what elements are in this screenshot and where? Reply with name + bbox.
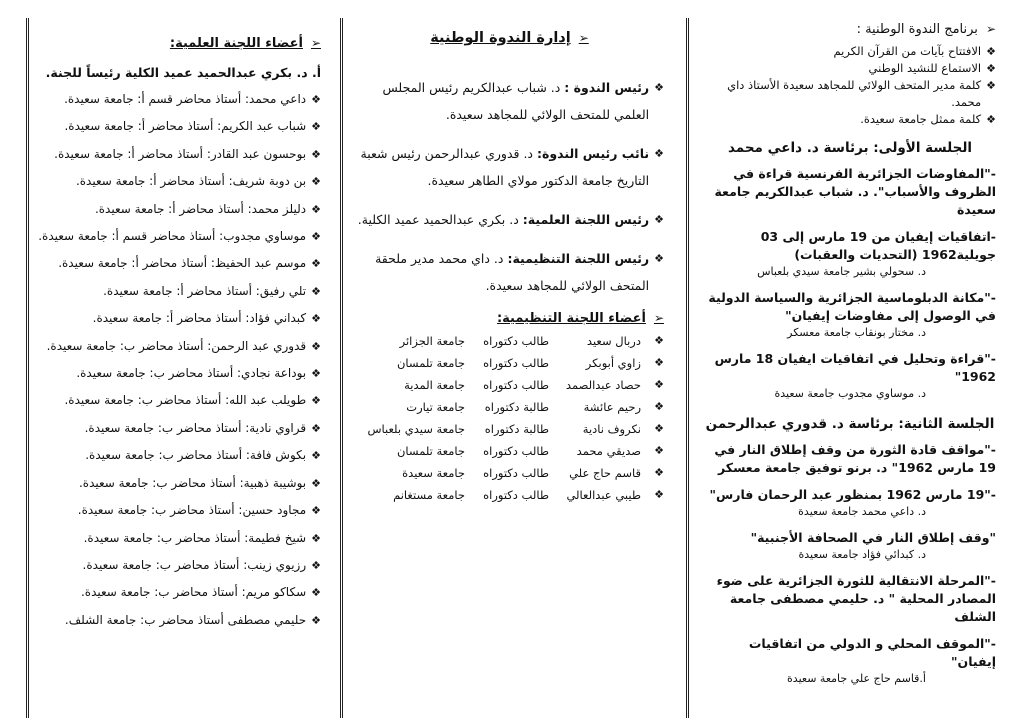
sci-member-text: تلي رفيق: أستاذ محاضر أ: جامعة سعيدة.: [103, 283, 307, 298]
talk-item: [704, 350, 996, 402]
talk-title: -اتفاقيات إيفيان من 19 مارس إلى 03 جويلية1962 (التحديات والعقبات): [760, 229, 996, 262]
role-text: د. بكري عبدالحميد عميد الكلية.: [357, 212, 519, 227]
sci-member-text: بوحسون عبد القادر: أستاذ محاضر أ: جامعة سعيدة.: [54, 146, 307, 161]
org-members-list: [355, 330, 664, 506]
role-item: [355, 140, 664, 194]
sci-member: [26, 196, 321, 223]
sci-member-text: بوشيبة ذهبية: أستاذ محاضر ب: جامعة سعيدة.: [78, 475, 307, 490]
diamond-bullet-icon: ❖: [654, 378, 664, 391]
org-member-place: جامعة مستغانم: [393, 488, 465, 502]
diamond-bullet-icon: ❖: [654, 400, 664, 413]
org-member-role: طالب دكتوراه: [483, 488, 549, 502]
org-member: [355, 484, 664, 506]
science-column: [0, 0, 341, 725]
sci-member-text: داعي محمد: أستاذ محاضر قسم أ: جامعة سعيدة.: [64, 92, 307, 106]
sci-heading: ➢أعضاء اللجنة العلمية:: [169, 36, 321, 51]
program-item-text: الاستماع للنشيد الوطني: [868, 61, 982, 75]
sci-member-text: بكوش فافة: أستاذ محاضر ب: جامعة سعيدة.: [85, 448, 307, 463]
org-member-name: رحيم عائشة: [583, 400, 641, 414]
diamond-bullet-icon: ❖: [311, 449, 321, 463]
sci-member-text: حليمي مصطفى أستاذ محاضر ب: جامعة الشلف.: [64, 612, 307, 627]
sci-member-text: دليلز محمد: أستاذ محاضر أ: جامعة سعيدة.: [94, 201, 307, 216]
talk-item: [704, 441, 996, 477]
diamond-bullet-icon: ❖: [654, 422, 664, 435]
program-list: [704, 43, 996, 128]
sci-member-text: طويلب عبد الله: أستاذ محاضر ب: جامعة سعيدة.: [64, 393, 307, 408]
diamond-bullet-icon: ❖: [311, 613, 321, 627]
role-text: د. شباب عبدالكريم رئيس المجلس العلمي للمتحف الولائي للمجاهد سعيدة.: [382, 80, 650, 122]
org-member-role: طالب دكتوراه: [483, 466, 549, 480]
talk-speaker: د. كبدائي فؤاد جامعة سعيدة: [798, 548, 926, 561]
role-content: [355, 140, 649, 194]
talk-list: [704, 165, 996, 402]
org-member-place: جامعة تيارت: [406, 400, 465, 414]
org-member-place: جامعة تلمسان: [396, 444, 465, 458]
diamond-bullet-icon: ❖: [654, 334, 664, 347]
sci-member-text: كبداني فؤاد: أستاذ محاضر أ: جامعة سعيدة.: [92, 311, 307, 326]
sci-member: [26, 168, 321, 195]
diamond-bullet-icon: ❖: [311, 230, 321, 244]
sci-member: [26, 579, 321, 606]
diamond-bullet-icon: ❖: [654, 444, 664, 457]
arrow-bullet-icon: ➢: [653, 311, 664, 325]
diamond-bullet-icon: ❖: [654, 252, 664, 265]
roles-list: [355, 74, 664, 299]
diamond-bullet-icon: ❖: [654, 147, 664, 160]
org-member-role: طالب دكتوراه: [483, 334, 549, 348]
sci-member: [26, 497, 321, 524]
org-member-name: حصاد عبدالصمد: [565, 378, 641, 392]
org-member: [355, 396, 664, 418]
diamond-bullet-icon: ❖: [311, 257, 321, 271]
org-member: [355, 352, 664, 374]
sci-member: [26, 305, 321, 332]
talk-speaker: د. سحولي بشير جامعة سيدي بلعباس: [757, 265, 926, 278]
sci-member-text: موساوي مجدوب: أستاذ محاضر قسم أ: جامعة سعيدة.: [38, 229, 307, 244]
diamond-bullet-icon: ❖: [311, 421, 321, 435]
role-text: د. قدوري عبدالرحمن رئيس شعبة التاريخ جامعة الدكتور مولاي الطاهر سعيدة.: [360, 146, 650, 188]
sci-member: [26, 141, 321, 168]
sci-chair: أ. د. بكري عبدالحميد عميد الكلية رئيساً للجنة.: [45, 65, 321, 80]
program-column: [686, 0, 1024, 725]
admin-heading: ➢إدارة الندوة الوطنية: [430, 30, 589, 46]
role-content: [355, 245, 649, 299]
org-member-role: طالب دكتوراه: [483, 356, 549, 370]
diamond-bullet-icon: ❖: [311, 367, 321, 381]
role-label: رئيس الندوة :: [564, 80, 650, 95]
diamond-bullet-icon: ❖: [311, 504, 321, 518]
talk-speaker: د. موساوي مجدوب جامعة سعيدة: [774, 387, 926, 400]
diamond-bullet-icon: ❖: [986, 113, 996, 126]
talk-item: [704, 635, 996, 687]
program-item-text: كلمة ممثل جامعة سعيدة.: [860, 112, 982, 126]
sci-member-text: موسم عبد الحفيظ: أستاذ محاضر أ: جامعة سعيدة.: [58, 256, 307, 271]
diamond-bullet-icon: ❖: [311, 147, 321, 161]
talk-title: -"قراءة وتحليل في اتفاقيات ايفيان 18 مارس 1962": [714, 351, 996, 384]
sci-member-text: شباب عبد الكريم: أستاذ محاضر أ: جامعة سعيدة.: [64, 119, 307, 134]
talk-speaker: د. مختار بونقاب جامعة معسكر: [787, 326, 926, 339]
org-member-place: جامعة تلمسان: [396, 356, 465, 370]
org-member-role: طالبة دكتوراه: [484, 422, 549, 436]
diamond-bullet-icon: ❖: [654, 356, 664, 369]
diamond-bullet-icon: ❖: [311, 120, 321, 134]
org-member-place: جامعة سعيدة: [402, 466, 465, 480]
sci-members-list: [26, 86, 321, 634]
org-member-place: جامعة سيدي بلعباس: [367, 422, 465, 436]
program-heading: ➢برنامج الندوة الوطنية :: [856, 22, 996, 37]
sci-member-text: رزيوي زينب: أستاذ محاضر ب: جامعة سعيدة.: [82, 557, 307, 572]
diamond-bullet-icon: ❖: [311, 312, 321, 326]
sci-member-text: مجاود حسين: أستاذ محاضر ب: جامعة سعيدة.: [77, 503, 307, 518]
sci-member-text: قراوي نادية: أستاذ محاضر ب: جامعة سعيدة.: [84, 420, 307, 435]
session-title: الجلسة الثانية: برئاسة د. قدوري عبدالرحمن: [705, 416, 995, 432]
program-item-text: كلمة مدير المتحف الولائي للمجاهد سعيدة الأستاذ داي محمد.: [727, 78, 982, 109]
sci-member: [26, 278, 321, 305]
sci-member: [26, 525, 321, 552]
sci-member: [26, 387, 321, 414]
diamond-bullet-icon: ❖: [311, 531, 321, 545]
org-member-name: دربال سعيد: [586, 334, 641, 348]
sci-member: [26, 552, 321, 579]
arrow-bullet-icon: ➢: [310, 36, 321, 50]
diamond-bullet-icon: ❖: [311, 339, 321, 353]
diamond-bullet-icon: ❖: [311, 284, 321, 298]
org-member: [355, 440, 664, 462]
program-item: [704, 60, 996, 77]
talk-title: -"المرحلة الانتقالية للثورة الجزائرية على ضوء المصادر المحلية " د. حليمي مصطفى جامعة الشلف: [716, 573, 996, 624]
talk-title: -"مكانة الدبلوماسية الجزائرية والسياسة الدولية في الوصول إلى مفاوضات إيفيان": [708, 290, 996, 323]
sci-member: [26, 223, 321, 250]
diamond-bullet-icon: ❖: [311, 586, 321, 600]
org-member: [355, 462, 664, 484]
diamond-bullet-icon: ❖: [311, 93, 321, 106]
diamond-bullet-icon: ❖: [311, 175, 321, 189]
talk-title: "وقف إطلاق النار في الصحافة الأجنبية": [750, 530, 996, 545]
role-content: [358, 206, 649, 233]
sci-member: [26, 333, 321, 360]
diamond-bullet-icon: ❖: [311, 476, 321, 490]
talk-item: [704, 165, 996, 219]
role-label: رئيس اللجنة العلمية:: [522, 212, 650, 227]
org-member: [355, 418, 664, 440]
sci-member: [26, 442, 321, 469]
diamond-bullet-icon: ❖: [986, 79, 996, 92]
org-member: [355, 374, 664, 396]
role-item: [355, 74, 664, 128]
role-label: رئيس اللجنة التنظيمية:: [507, 251, 650, 266]
org-member-name: زاوي أبوبكر: [585, 356, 641, 370]
diamond-bullet-icon: ❖: [986, 45, 996, 58]
talk-item: [704, 289, 996, 341]
diamond-bullet-icon: ❖: [311, 558, 321, 572]
talk-item: [704, 572, 996, 626]
diamond-bullet-icon: ❖: [311, 202, 321, 216]
sci-member-text: بن دوبة شريف: أستاذ محاضر أ: جامعة سعيدة.: [75, 174, 307, 189]
talk-title: -"مواقف قادة الثورة من وقف إطلاق النار في 19 مارس 1962" د. برنو توفيق جامعة معسكر: [714, 442, 996, 475]
admin-column: [341, 0, 686, 725]
program-item-text: الافتتاح بآيات من القرآن الكريم: [833, 44, 982, 58]
org-member: [355, 330, 664, 352]
talk-item: [704, 529, 996, 563]
org-member-role: طالب دكتوراه: [483, 444, 549, 458]
talk-title: -"الموقف المحلي و الدولي من اتفاقيات إيفيان": [748, 636, 996, 669]
talk-title: -"المفاوضات الجزائرية الفرنسية قراءة في الظروف والأسباب". د. شباب عبدالكريم جامعة سعيدة: [714, 166, 996, 217]
diamond-bullet-icon: ❖: [654, 488, 664, 501]
sci-member-text: شيخ فطيمة: أستاذ محاضر ب: جامعة سعيدة.: [83, 530, 307, 545]
arrow-bullet-icon: ➢: [985, 22, 996, 36]
org-member-place: جامعة المدية: [404, 378, 465, 392]
sci-member: [26, 607, 321, 634]
talk-list: [704, 441, 996, 687]
role-content: [355, 74, 649, 128]
diamond-bullet-icon: ❖: [654, 213, 664, 226]
diamond-bullet-icon: ❖: [654, 466, 664, 479]
role-item: [355, 206, 664, 233]
role-label: نائب رئيس الندوة:: [536, 146, 650, 161]
org-member-place: جامعة الجزائر: [399, 334, 465, 348]
diamond-bullet-icon: ❖: [986, 62, 996, 75]
role-text: د. داي محمد مدير ملحقة المتحف الولائي للمجاهد سعيدة.: [375, 251, 650, 293]
role-item: [355, 245, 664, 299]
sci-member: [26, 86, 321, 113]
diamond-bullet-icon: ❖: [654, 81, 664, 94]
talk-speaker: د. داعي محمد جامعة سعيدة: [798, 505, 926, 518]
sci-member: [26, 470, 321, 497]
sci-member-text: قدوري عبد الرحمن: أستاذ محاضر ب: جامعة سعيدة.: [46, 338, 307, 353]
diamond-bullet-icon: ❖: [311, 394, 321, 408]
talk-title: -"19 مارس 1962 بمنظور عبد الرحمان فارس": [709, 487, 996, 502]
sci-member-text: سكاكو مريم: أستاذ محاضر ب: جامعة سعيدة.: [80, 585, 307, 600]
sci-member: [26, 113, 321, 140]
program-item: [704, 111, 996, 128]
org-heading: ➢أعضاء اللجنة التنظيمية:: [496, 311, 664, 326]
org-member-name: نكروف نادية: [582, 422, 641, 436]
sci-member-text: بوداعة نجادي: أستاذ محاضر ب: جامعة سعيدة.: [76, 366, 307, 381]
sci-member: [26, 250, 321, 277]
org-member-name: طيبي عبدالعالي: [566, 488, 641, 502]
org-member-role: طالب دكتوراه: [483, 378, 549, 392]
session-title: الجلسة الأولى: برئاسة د. داعي محمد: [727, 140, 973, 156]
org-member-name: صديقي محمد: [576, 444, 641, 458]
talk-item: [704, 228, 996, 280]
sci-member: [26, 415, 321, 442]
arrow-bullet-icon: ➢: [578, 31, 589, 45]
org-member-role: طالبة دكتوراه: [484, 400, 549, 414]
sci-member: [26, 360, 321, 387]
talk-speaker: أ.قاسم حاج علي جامعة سعيدة: [787, 672, 926, 685]
program-item: [704, 77, 996, 111]
org-member-name: قاسم حاج علي: [569, 466, 641, 480]
program-item: [704, 43, 996, 60]
talk-item: [704, 486, 996, 520]
